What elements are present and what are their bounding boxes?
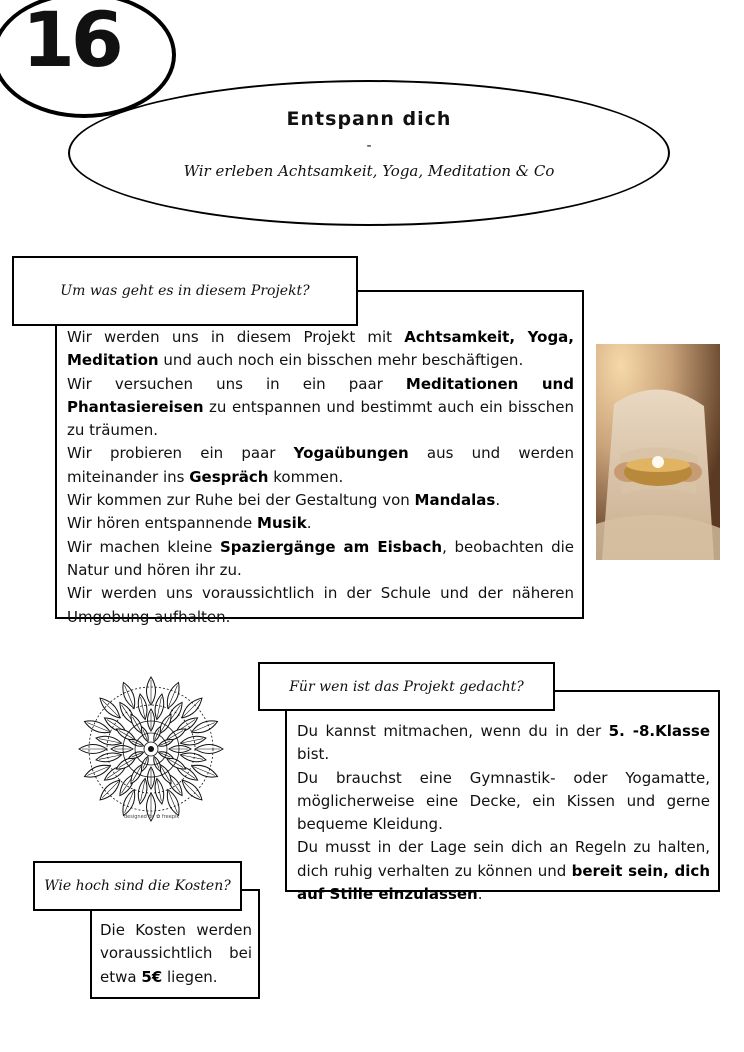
- keyword: Spaziergänge am Eisbach: [219, 537, 443, 556]
- keyword: Gespräch: [189, 467, 269, 486]
- about-paragraph: [67, 489, 574, 512]
- text-run: bist.: [297, 745, 330, 764]
- about-text: [67, 326, 574, 629]
- title-block: [68, 108, 670, 180]
- about-paragraph: [67, 442, 574, 489]
- keyword: Mandalas: [414, 491, 496, 510]
- keyword: bereit sein, dich auf Stille einzulassen: [297, 861, 711, 904]
- about-box: [55, 290, 584, 626]
- title-dash: -: [366, 138, 372, 154]
- text-run: Du musst in der Lage sein dich an Regeln zu halten, dich ruhig verhalten zu können und: [297, 838, 710, 880]
- audience-paragraph: [297, 767, 710, 837]
- mandala-credit: designed by ✿ freepik: [124, 814, 180, 820]
- audience-label: [258, 662, 555, 711]
- page-subtitle: Wir erleben Achtsamkeit, Yoga, Meditation & Co: [183, 162, 555, 180]
- text-run: aus und werden miteinander ins: [67, 444, 574, 486]
- text-run: Du brauchst eine Gymnastik- oder Yogamatte, möglicherweise eine Decke, ein Kissen und gerne bequeme Kleidung.: [297, 768, 710, 834]
- text-run: liegen.: [162, 967, 218, 986]
- text-run: kommen.: [268, 467, 344, 486]
- audience-paragraph: [297, 836, 710, 906]
- page-title: Entspann dich: [286, 108, 452, 130]
- text-run: Du kannst mitmachen, wenn du in der: [297, 722, 609, 740]
- keyword: Yogaübungen: [293, 444, 409, 463]
- keyword: Musik: [257, 514, 307, 533]
- singing-bowl-photo: [596, 344, 720, 560]
- mandala-center: [148, 746, 154, 752]
- text-run: Wir kommen zur Ruhe bei der Gestaltung von: [67, 491, 415, 510]
- text-run: Wir werden uns in diesem Projekt mit: [67, 328, 405, 346]
- about-paragraph: [67, 582, 574, 629]
- text-run: , beobachten die Natur und hören ihr zu.: [67, 537, 575, 579]
- text-run: .: [477, 885, 483, 904]
- mandala-illustration: [78, 676, 224, 822]
- text-run: Wir versuchen uns in ein paar: [67, 374, 406, 393]
- costs-paragraph: [100, 919, 252, 989]
- keyword: 5€: [141, 967, 163, 986]
- about-label-text: Um was geht es in diesem Projekt?: [60, 283, 310, 299]
- text-run: Wir werden uns voraussichtlich in der Schule und der näheren Umgebung aufhalten.: [67, 584, 574, 626]
- text-run: .: [306, 514, 312, 533]
- text-run: und auch noch ein bisschen mehr beschäftigen.: [158, 351, 524, 370]
- costs-label-text: Wie hoch sind die Kosten?: [44, 878, 231, 894]
- text-run: Wir hören entspannende: [67, 514, 258, 533]
- audience-text: [297, 720, 710, 906]
- costs-label: [33, 861, 242, 911]
- keyword: Achtsamkeit, Yoga, Meditation: [67, 328, 574, 370]
- about-paragraph: [67, 373, 574, 443]
- audience-label-text: Für wen ist das Projekt gedacht?: [289, 678, 524, 695]
- about-paragraph: [67, 512, 574, 535]
- keyword: 5. -8.Klasse: [608, 722, 710, 740]
- text-run: Wir probieren ein paar: [67, 444, 294, 463]
- costs-text: [100, 919, 252, 989]
- project-number: 16: [22, 0, 120, 84]
- audience-paragraph: [297, 720, 710, 767]
- text-run: Wir machen kleine: [67, 537, 220, 556]
- keyword: Meditationen und Phantasiereisen: [67, 374, 574, 416]
- about-label: [12, 256, 358, 326]
- text-run: Die Kosten werden voraussichtlich bei etwa: [100, 921, 252, 986]
- about-paragraph: [67, 536, 574, 583]
- text-run: .: [495, 491, 501, 510]
- audience-box: [285, 690, 720, 904]
- about-paragraph: [67, 326, 574, 373]
- text-run: zu entspannen und bestimmt auch ein bisschen zu träumen.: [67, 397, 574, 440]
